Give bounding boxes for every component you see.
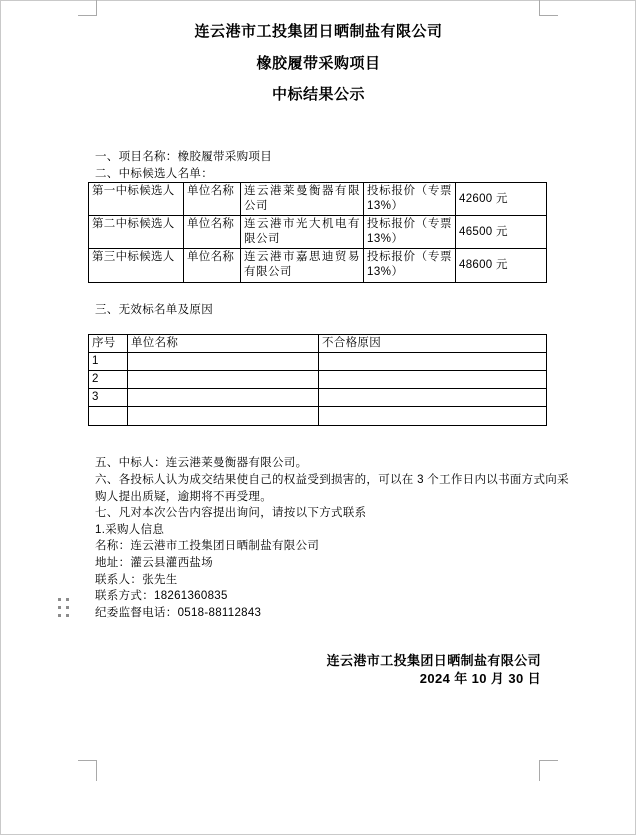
section-contact-heading: 七、凡对本次公告内容提出询问，请按以下方式联系 <box>95 507 367 519</box>
invalid-row-4 <box>89 407 547 426</box>
signature-date: 2024 年 10 月 30 日 <box>419 671 541 686</box>
signature-company: 连云港市工投集团日晒制盐有限公司 <box>326 653 541 668</box>
invalid-row-2 <box>89 371 547 389</box>
purchaser-name: 名称：连云港市工投集团日晒制盐有限公司 <box>95 540 320 552</box>
candidate-row-2 <box>89 216 547 249</box>
text-boundary-mark-bottom-right <box>539 760 558 781</box>
unit-label-cell: 单位名称 <box>184 183 241 216</box>
candidate-row-1 <box>89 183 547 216</box>
section-project-name: 一、项目名称：橡胶履带采购项目 <box>95 151 272 163</box>
price-value-cell: 46500 元 <box>456 216 547 249</box>
drag-handle-icon[interactable] <box>58 598 70 618</box>
company-name-cell: 连云港市光大机电有限公司 <box>241 216 364 249</box>
reason-cell <box>319 371 547 389</box>
unit-label-cell: 单位名称 <box>184 249 241 283</box>
section-winner: 五、中标人：连云港莱曼衡器有限公司。 <box>95 457 308 469</box>
no-cell <box>89 407 128 426</box>
text-boundary-mark-top-right <box>539 0 558 16</box>
unit-cell <box>128 371 319 389</box>
handle-dot <box>58 606 61 609</box>
handle-dot <box>58 614 61 617</box>
unit-cell <box>128 407 319 426</box>
section-objection-line-1: 六、各投标人认为成交结果使自己的权益受到损害的，可以在 3 个工作日内以书面方式向采 <box>95 474 569 486</box>
no-cell: 1 <box>89 353 128 371</box>
invalid-bids-table <box>88 334 547 426</box>
handle-dot <box>66 606 69 609</box>
candidate-rank-cell: 第二中标候选人 <box>89 216 184 249</box>
invalid-row-3 <box>89 389 547 407</box>
candidate-rank-cell: 第三中标候选人 <box>89 249 184 283</box>
unit-cell <box>128 353 319 371</box>
purchaser-address: 地址：灌云县灌西盐场 <box>95 557 213 569</box>
document-title-notice: 中标结果公示 <box>271 86 365 103</box>
reason-cell <box>319 353 547 371</box>
candidates-table <box>88 182 547 283</box>
price-label-cell: 投标报价（专票13%） <box>364 216 456 249</box>
price-value-cell: 42600 元 <box>456 183 547 216</box>
unit-label-cell: 单位名称 <box>184 216 241 249</box>
reason-cell <box>319 407 547 426</box>
purchaser-heading: 1.采购人信息 <box>95 524 165 536</box>
text-boundary-mark-top-left <box>78 0 97 16</box>
col-unit-header: 单位名称 <box>128 335 319 353</box>
reason-cell <box>319 389 547 407</box>
price-value-cell: 48600 元 <box>456 249 547 283</box>
handle-dot <box>66 598 69 601</box>
company-name-cell: 连云港市嘉思迪贸易有限公司 <box>241 249 364 283</box>
invalid-row-1 <box>89 353 547 371</box>
text-boundary-mark-bottom-left <box>78 760 97 781</box>
section-invalid-heading: 三、无效标名单及原因 <box>95 304 213 316</box>
section-objection-line-2: 购人提出质疑，逾期将不再受理。 <box>95 491 272 503</box>
company-name-cell: 连云港莱曼衡器有限公司 <box>241 183 364 216</box>
col-no-header: 序号 <box>89 335 128 353</box>
no-cell: 3 <box>89 389 128 407</box>
price-label-cell: 投标报价（专票13%） <box>364 183 456 216</box>
purchaser-supervision-phone: 纪委监督电话：0518-88112843 <box>95 607 262 619</box>
document-title-project: 橡胶履带采购项目 <box>256 55 381 72</box>
col-reason-header: 不合格原因 <box>319 335 547 353</box>
handle-dot <box>58 598 61 601</box>
price-label-cell: 投标报价（专票13%） <box>364 249 456 283</box>
document-title-company: 连云港市工投集团日晒制盐有限公司 <box>194 23 443 40</box>
section-candidates-heading: 二、中标候选人名单： <box>95 168 213 180</box>
purchaser-phone: 联系方式：18261360835 <box>95 590 228 602</box>
unit-cell <box>128 389 319 407</box>
invalid-header-row <box>89 335 547 353</box>
purchaser-contact: 联系人：张先生 <box>95 574 178 586</box>
candidate-row-3 <box>89 249 547 283</box>
no-cell: 2 <box>89 371 128 389</box>
handle-dot <box>66 614 69 617</box>
candidate-rank-cell: 第一中标候选人 <box>89 183 184 216</box>
